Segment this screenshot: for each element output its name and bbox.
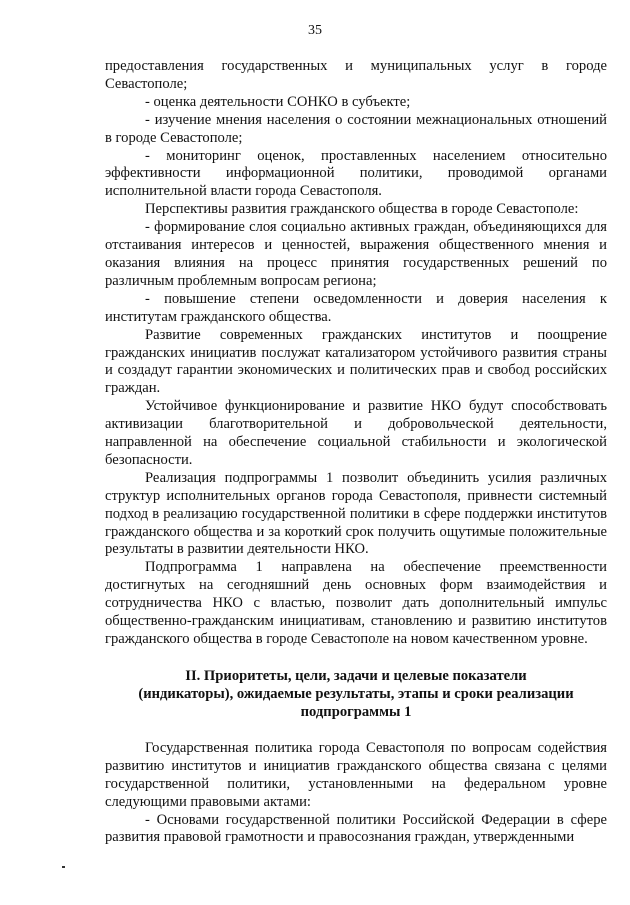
paragraph: - формирование слоя социально активных граждан, объединяющихся для отстаивания интересов и ценностей, выражения общественного мнения и оказания влияния на процесс принятия государственных решений по различным проблемным вопросам региона; — [105, 219, 607, 289]
paragraph: Развитие современных гражданских институтов и поощрение гражданских инициатив послужат катализатором устойчивого развития страны и создадут гарантии экономических и политических прав и свобод российских граждан. — [105, 326, 607, 397]
paragraphs-bottom — [105, 740, 607, 847]
paragraphs-top — [105, 58, 607, 649]
paragraph: Государственная политика города Севастополя по вопросам содействия развитию институтов и инициатив гражданского общества связана с целями государственной политики, установленными на федеральном уровне следующими правовыми актами: — [105, 739, 607, 810]
paragraph: Перспективы развития гражданского общества в городе Севастополе: — [145, 201, 579, 218]
page-number: 35 — [308, 23, 322, 38]
section-heading-line: II. Приоритеты, цели, задачи и целевые показатели — [185, 667, 527, 684]
paragraph: - Основами государственной политики Российской Федерации в сфере развития правовой грамотности и правосознания граждан, утвержденными — [105, 811, 607, 846]
section-heading-line: (индикаторы), ожидаемые результаты, этапы и сроки реализации — [138, 685, 574, 702]
section-heading-line: подпрограммы 1 — [300, 703, 412, 720]
paragraph: Реализация подпрограммы 1 позволит объединить усилия различных структур исполнительных органов города Севастополя, привнести системный подход в реализацию государственной политики в сфере поддержки институтов гражданского общества и за короткий срок получить ощутимые положительные результаты в развитии деятельности НКО. — [105, 469, 607, 558]
paragraph: - мониторинг оценок, проставленных населением относительно эффективности информационной политики, проводимой органами исполнительной власти города Севастополя. — [105, 147, 607, 200]
document-body — [105, 58, 607, 847]
paragraph: Подпрограмма 1 направлена на обеспечение преемственности достигнутых на сегодняшний день основных форм взаимодействия и сотрудничества НКО с властью, позволит дать дополнительный импульс общественно-гражданским инициативам, становлению и развитию институтов гражданского общества в городе Севастополе на новом качественном уровне. — [105, 559, 607, 647]
paragraph: - оценка деятельности СОНКО в субъекте; — [145, 93, 411, 110]
paragraph: - изучение мнения населения о состоянии межнациональных отношений в городе Севастополе; — [105, 111, 607, 146]
paragraph: предоставления государственных и муниципальных услуг в городе Севастополе; — [105, 58, 607, 92]
section-heading — [105, 667, 607, 721]
paragraph: Устойчивое функционирование и развитие НКО будут способствовать активизации благотворительной и добровольческой деятельности, направленной на обеспечение социальной стабильности и экологической безопасности. — [105, 398, 607, 468]
scan-mark — [62, 866, 65, 868]
paragraph: - повышение степени осведомленности и доверия населения к институтам гражданского общества. — [105, 290, 607, 325]
